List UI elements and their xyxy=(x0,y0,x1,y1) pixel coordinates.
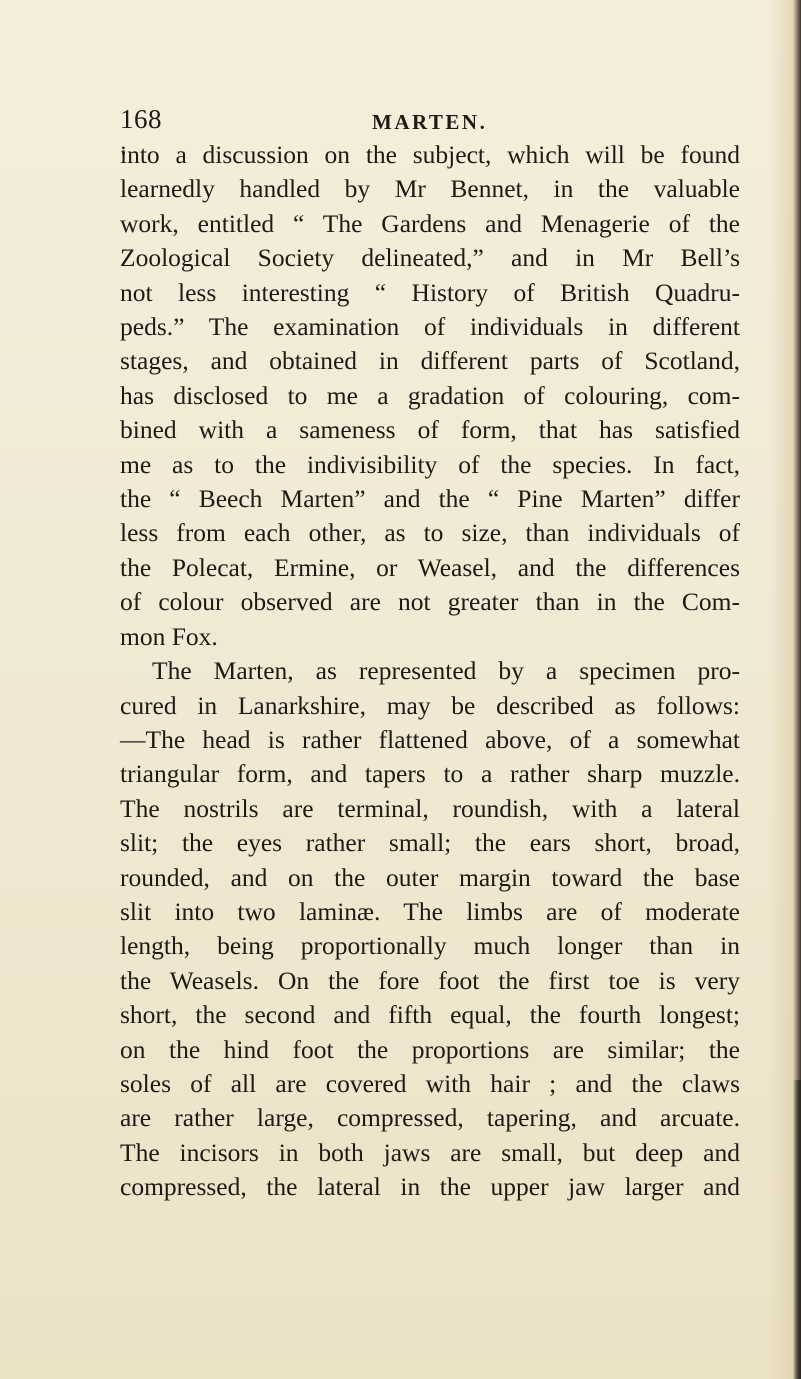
text-line: of colour observed are not greater than in the Com- xyxy=(120,587,740,617)
text-line: not less interesting “ History of British Quadru- xyxy=(120,277,740,307)
text-line: The incisors in both jaws are small, but deep and xyxy=(120,1137,740,1167)
text-line: —The head is rather flattened above, of a somewhat xyxy=(120,724,740,754)
body-text xyxy=(120,138,740,1205)
text-line: Zoological Society delineated,” and in Mr Bell’s xyxy=(120,243,740,273)
text-line: triangular form, and tapers to a rather sharp muzzle. xyxy=(120,759,740,789)
text-line: short, the second and fifth equal, the fourth longest; xyxy=(120,1000,740,1030)
text-line: learnedly handled by Mr Bennet, in the valuable xyxy=(120,174,740,204)
text-line: work, entitled “ The Gardens and Menagerie of the xyxy=(120,208,740,238)
text-line: soles of all are covered with hair ; and the claws xyxy=(120,1068,740,1098)
text-line: cured in Lanarkshire, may be described as follows: xyxy=(120,690,740,720)
text-line: slit; the eyes rather small; the ears short, broad, xyxy=(120,828,740,858)
text-line: the Weasels. On the fore foot the first toe is very xyxy=(120,965,740,995)
text-line: the Polecat, Ermine, or Weasel, and the differences xyxy=(120,552,740,582)
text-line: bined with a sameness of form, that has satisfied xyxy=(120,415,740,445)
text-line: has disclosed to me a gradation of colouring, com- xyxy=(120,380,740,410)
text-line: the “ Beech Marten” and the “ Pine Marten” differ xyxy=(120,484,740,514)
text-line: slit into two laminæ. The limbs are of moderate xyxy=(120,896,740,926)
running-head: MARTEN. xyxy=(372,110,488,134)
text-line: me as to the indivisibility of the species. In fact, xyxy=(120,449,740,479)
text-line: The nostrils are terminal, roundish, with a lateral xyxy=(120,793,740,823)
text-line: rounded, and on the outer margin toward the base xyxy=(120,862,740,892)
page-header xyxy=(120,104,740,138)
text-line: compressed, the lateral in the upper jaw larger and xyxy=(120,1172,740,1202)
text-line: into a discussion on the subject, which will be found xyxy=(120,140,740,169)
page-edge-shadow xyxy=(793,1080,801,1379)
text-line: peds.” The examination of individuals in different xyxy=(120,312,740,342)
text-line: on the hind foot the proportions are similar; the xyxy=(120,1034,740,1064)
text-line: are rather large, compressed, tapering, and arcuate. xyxy=(120,1103,740,1133)
text-line: The Marten, as represented by a specimen pro- xyxy=(152,656,740,686)
text-line: less from each other, as to size, than individuals of xyxy=(120,518,740,548)
text-line: mon Fox. xyxy=(120,621,218,651)
text-line: stages, and obtained in different parts of Scotland, xyxy=(120,346,740,376)
page-number: 168 xyxy=(120,104,162,134)
text-line: length, being proportionally much longer than in xyxy=(120,931,740,961)
